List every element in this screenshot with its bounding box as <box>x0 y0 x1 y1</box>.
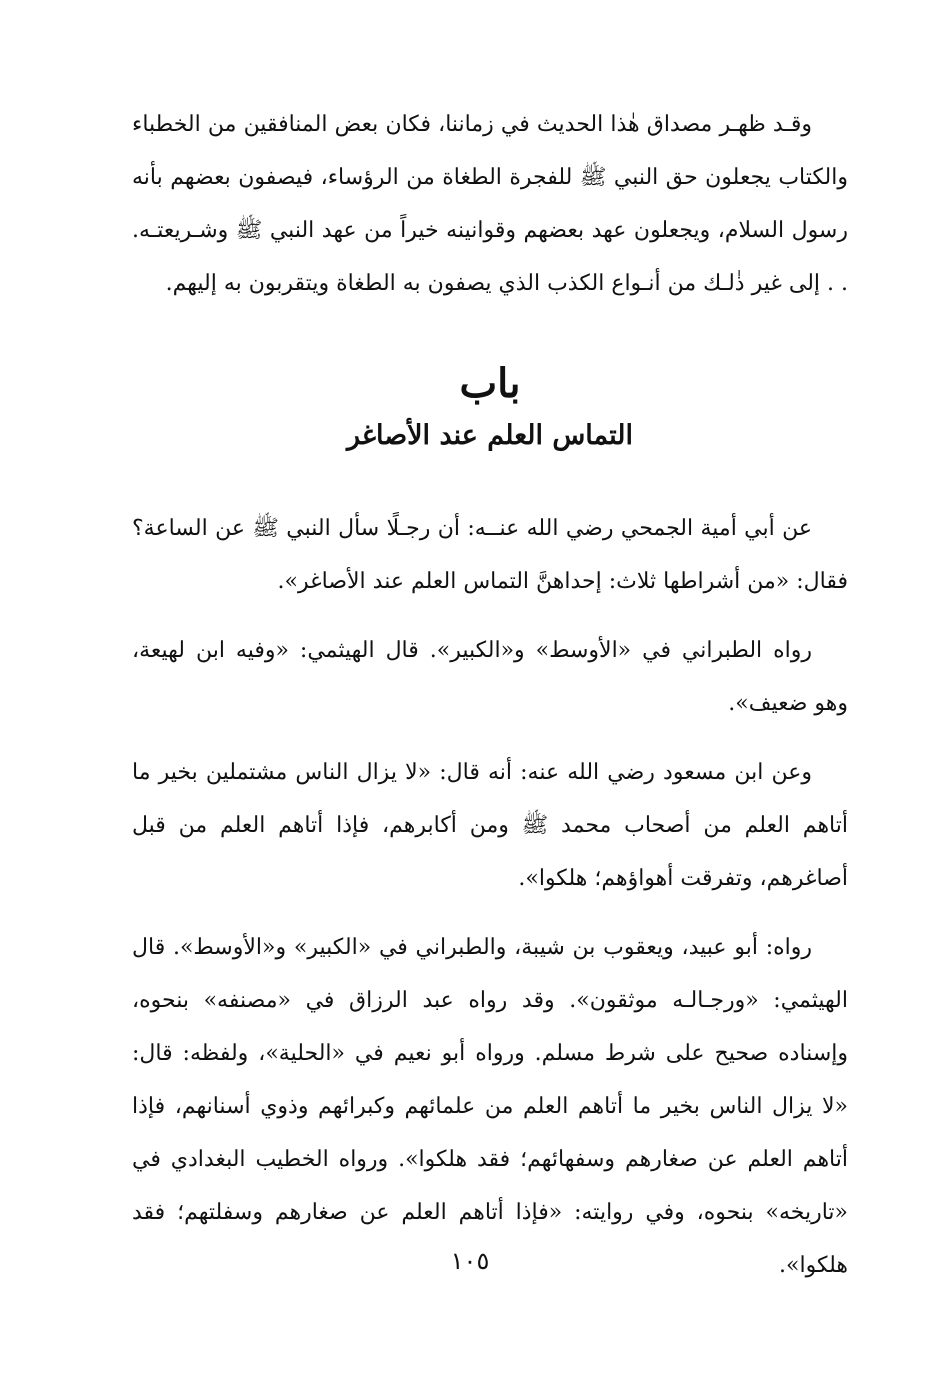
takhrij-paragraph-2: رواه: أبو عبيد، ويعقوب بن شيبة، والطبراني في «الكبير» و«الأوسط». قال الهيثمي: «ورجـالـه موثقون». وقد رواه عبد الرزاق في «مصنفه» بنحوه، وإسناده صحيح على شرط مسلم. ورواه أبو نعيم في «الحلية»، ولفظه: قال: «لا يزال الناس بخير ما أتاهم العلم من علمائهم وكبرائهم وذوي أسنانهم، فإذا أتاهم العلم عن صغارهم وسفهائهم؛ فقد هلكوا». ورواه الخطيب البغدادي في «تاريخه» بنحوه، وفي روايته: «فإذا أتاهم العلم عن صغارهم وسفلتهم؛ فقد هلكوا». <box>132 935 848 1278</box>
chapter-subtitle: التماس العلم عند الأصاغر <box>346 420 634 451</box>
chapter-title: باب <box>459 360 521 407</box>
hadith-paragraph-2: وعن ابن مسعود رضي الله عنه: أنه قال: «لا يزال الناس مشتملين بخير ما أتاهم العلم من أصحاب محمد ﷺ ومن أكابرهم، فإذا أتاهم العلم من قبل أصاغرهم، وتفرقت أهواؤهم؛ هلكوا». <box>132 760 848 891</box>
takhrij-paragraph-1: رواه الطبراني في «الأوسط» و«الكبير». قال الهيثمي: «وفيه ابن لهيعة، وهو ضعيف». <box>132 638 848 716</box>
page-number: ١٠٥ <box>450 1247 490 1275</box>
page-body <box>132 98 848 1292</box>
intro-paragraph: وقـد ظهـر مصداق هٰذا الحديث في زماننا، فكان بعض المنافقين من الخطباء والكتاب يجعلون حق النبي ﷺ للفجرة الطغاة من الرؤساء، فيصفون بعضهم بأنه رسول السلام، ويجعلون عهد بعضهم وقوانينه خيراً من عهد النبي ﷺ وشـريعتـه. . . إلى غير ذٰلـك من أنـواع الكذب الذي يصفون به الطغاة ويتقربون به إليهم. <box>132 112 848 296</box>
section-gap <box>132 310 848 356</box>
hadith-paragraph-1: عن أبي أمية الجمحي رضي الله عنــه: أن رجـلًا سأل النبي ﷺ عن الساعة؟ فقال: «من أشراطها ثلاث: إحداهنَّ التماس العلم عند الأصاغر». <box>132 516 848 594</box>
